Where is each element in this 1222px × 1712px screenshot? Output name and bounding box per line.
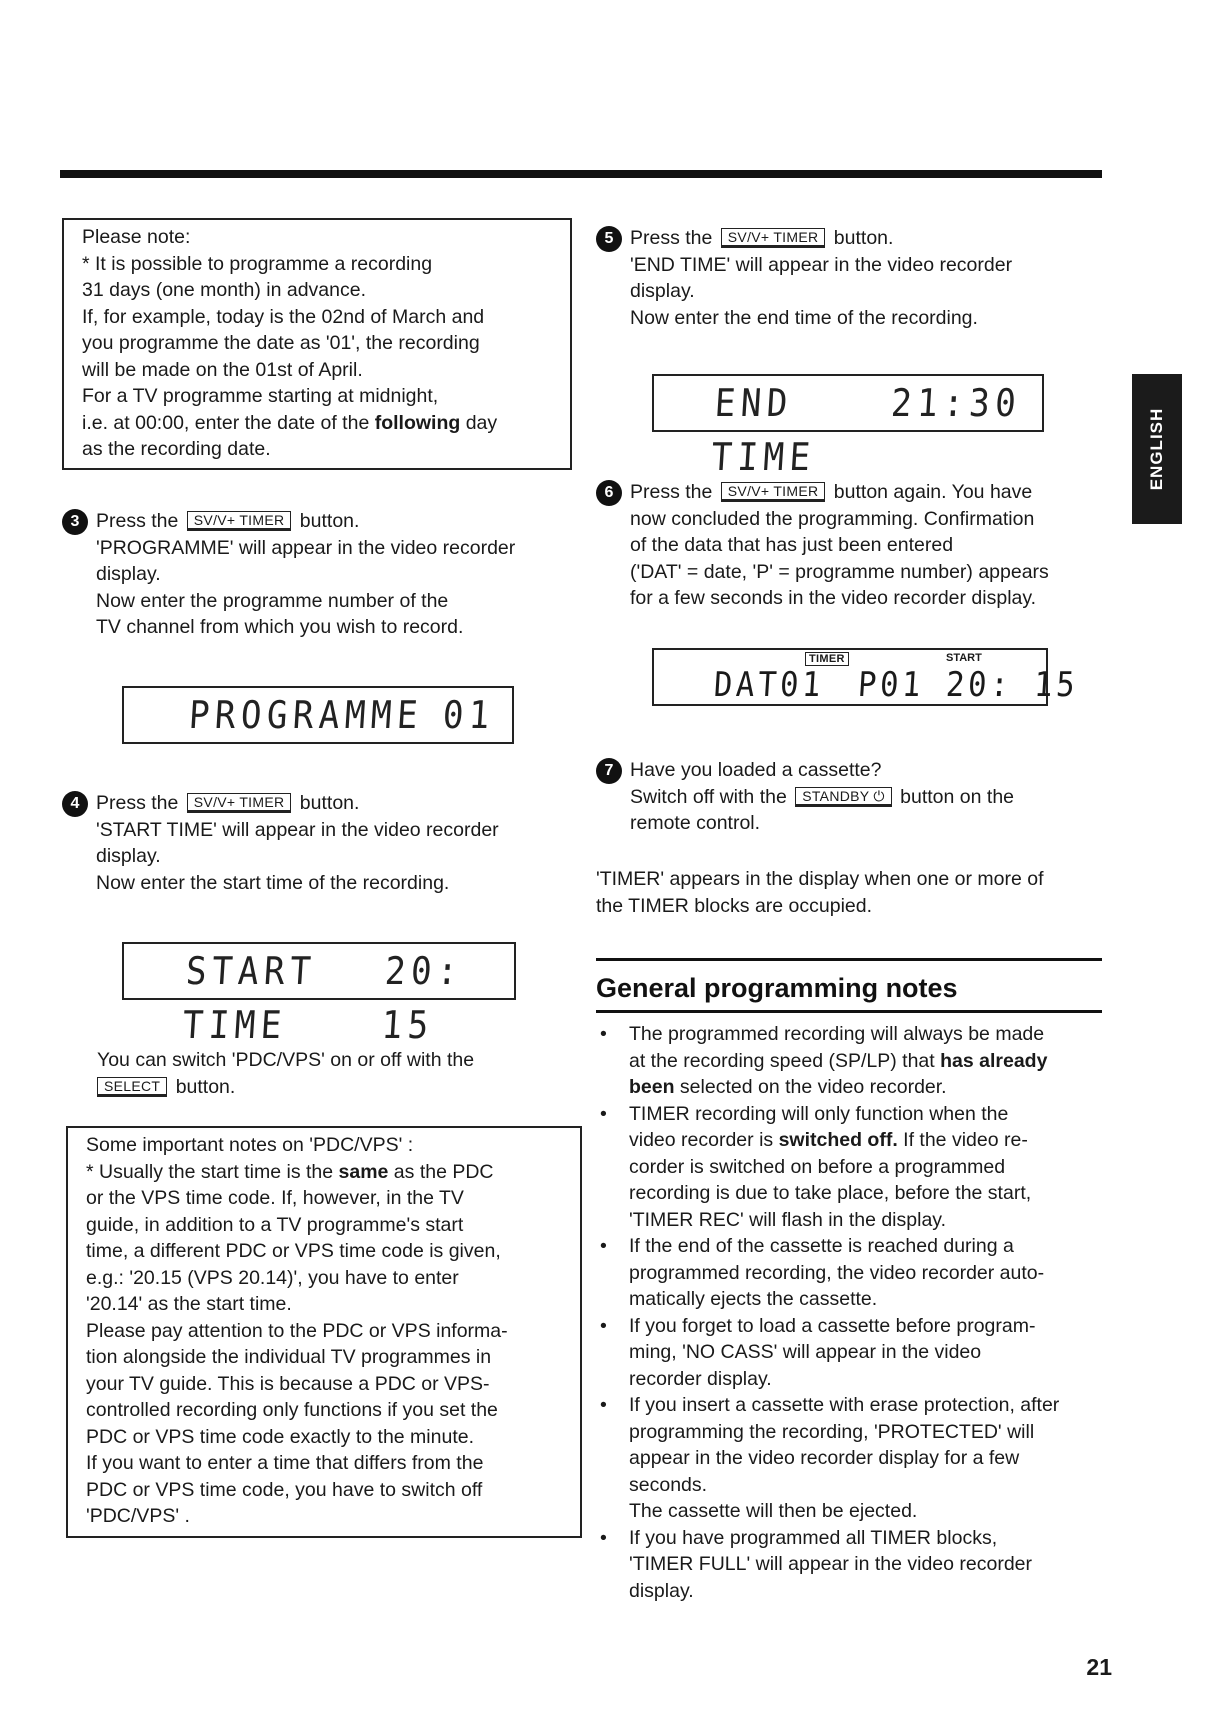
confirmation-display (652, 648, 1080, 706)
list-emphasis: has already (940, 1049, 1048, 1072)
list-line (629, 1074, 1116, 1101)
note-emphasis: following (374, 411, 461, 434)
timer-note-line: 'TIMER' appears in the display when one or more of (596, 868, 1044, 890)
pdc-line: tion alongside the individual TV programmes in (86, 1346, 492, 1368)
step-number: 5 (596, 226, 622, 252)
list-line: • If you insert a cassette with erase protection, after (629, 1394, 1060, 1416)
list-line: • The programmed recording will always be made (629, 1023, 1045, 1045)
general-notes-list (596, 1021, 1116, 1604)
display-label: PROGRAMME (187, 693, 425, 737)
note-line: 31 days (one month) in advance. (82, 279, 367, 301)
sv-timer-key: SV/V+ TIMER (721, 228, 826, 248)
select-key: SELECT (97, 1077, 167, 1097)
display-label: END TIME (710, 381, 817, 479)
list-line: recording is due to take place, before the start, (629, 1182, 1032, 1204)
pdc-text: as the PDC (388, 1160, 494, 1183)
step-line: Now enter the end time of the recording. (630, 306, 978, 329)
display-label: START TIME (181, 949, 318, 1047)
pdc-line: PDC or VPS time code, you have to switch off (86, 1478, 483, 1501)
note-line: you programme the date as '01', the recording (82, 332, 480, 354)
pdc-line: '20.14' as the start time. (86, 1293, 292, 1315)
step-line: now concluded the programming. Confirmation (630, 507, 1035, 530)
step-text: Press the (630, 227, 713, 249)
programme-display (122, 686, 514, 744)
pdc-line: your TV guide. This is because a PDC or VPS- (86, 1372, 490, 1395)
section-rule-bottom (596, 1010, 1102, 1013)
step-number: 7 (596, 758, 622, 784)
pdc-line: or the VPS time code. If, however, in the TV (86, 1187, 464, 1209)
display-value: 01 (441, 693, 497, 737)
timer-note (596, 866, 1116, 919)
step-6 (596, 479, 1116, 612)
step-line: display. (96, 563, 161, 585)
step-line: display. (630, 280, 695, 302)
step-line: display. (96, 845, 161, 867)
step-line: remote control. (630, 812, 761, 834)
list-text: selected on the video recorder. (674, 1076, 947, 1098)
display-value: 21:30 (889, 381, 1023, 425)
step-text: button on the (900, 785, 1015, 808)
step-line: Have you loaded a cassette? (630, 759, 882, 781)
list-line: display. (629, 1579, 694, 1602)
pdc-text: * Usually the start time is the (86, 1160, 339, 1183)
step-number: 4 (62, 791, 88, 817)
note-line: will be made on the 01st of April. (82, 358, 363, 381)
pdc-line: If you want to enter a time that differs from the (86, 1452, 484, 1474)
step-line: 'PROGRAMME' will appear in the video recorder (96, 536, 516, 559)
list-item (596, 1313, 1116, 1393)
step-number: 6 (596, 480, 622, 506)
top-rule (60, 170, 1102, 178)
page-number: 21 (1086, 1654, 1112, 1680)
list-line: recorder display. (629, 1367, 772, 1390)
display-value: 20: 15 (379, 949, 464, 1047)
list-line: 'TIMER FULL' will appear in the video recorder (629, 1553, 1033, 1575)
list-line: corder is switched on before a programmed (629, 1155, 1006, 1178)
step-5 (596, 225, 1116, 331)
language-tab (1132, 374, 1182, 524)
display-value: P01 20: 15 (856, 665, 1080, 705)
step-text: button. (833, 227, 894, 249)
step-text: button again. You have (833, 481, 1033, 503)
list-emphasis: been (629, 1076, 675, 1098)
pdc-switch-text (97, 1047, 567, 1100)
list-line: The cassette will then be ejected. (629, 1500, 918, 1522)
note-line (82, 410, 552, 437)
pdc-line: e.g.: '20.15 (VPS 20.14)', you have to enter (86, 1266, 459, 1289)
list-line: programmed recording, the video recorder auto- (629, 1261, 1045, 1284)
step-line: 'START TIME' will appear in the video recorder (96, 818, 499, 841)
sv-timer-key: SV/V+ TIMER (721, 482, 826, 502)
note-line: If, for example, today is the 02nd of March and (82, 305, 485, 328)
list-line: programming the recording, 'PROTECTED' will (629, 1420, 1035, 1443)
display-label: DAT01 (712, 665, 826, 705)
start-indicator: START (946, 652, 982, 664)
section-rule-top (596, 958, 1102, 961)
step-line: ('DAT' = date, 'P' = programme number) appears (630, 560, 1049, 583)
pdc-line (86, 1159, 562, 1186)
start-time-display (122, 942, 516, 1047)
language-tab-label: ENGLISH (1146, 407, 1166, 491)
note-line: For a TV programme starting at midnight, (82, 385, 439, 407)
list-item (596, 1392, 1116, 1525)
step-text: button. (299, 792, 360, 814)
sv-timer-key: SV/V+ TIMER (187, 511, 292, 531)
pdc-line: guide, in addition to a TV programme's start (86, 1213, 464, 1236)
timer-indicator: TIMER (805, 652, 849, 666)
pdc-line: 'PDC/VPS' . (86, 1505, 190, 1527)
step-number: 3 (62, 509, 88, 535)
note-line: * It is possible to programme a recording (82, 252, 433, 275)
list-item (596, 1101, 1116, 1234)
note-line: as the recording date. (82, 438, 271, 460)
step-line: Now enter the programme number of the (96, 589, 449, 612)
step-text: Press the (96, 510, 179, 532)
pdc-vps-notes-box (66, 1126, 582, 1538)
pdc-line: PDC or VPS time code exactly to the minute. (86, 1425, 475, 1448)
step-3 (62, 508, 582, 641)
step-4 (62, 790, 582, 896)
list-line: • TIMER recording will only function when the (629, 1102, 1009, 1125)
pdc-switch-after: button. (175, 1075, 236, 1098)
step-line: TV channel from which you wish to record. (96, 616, 464, 638)
step-line: for a few seconds in the video recorder display. (630, 587, 1037, 609)
pdc-title: Some important notes on 'PDC/VPS' : (86, 1134, 414, 1156)
list-text: at the recording speed (SP/LP) that (629, 1049, 941, 1072)
list-line: seconds. (629, 1473, 708, 1496)
step-7 (596, 757, 1116, 837)
step-line: 'END TIME' will appear in the video recorder (630, 253, 1013, 276)
list-line (629, 1127, 1116, 1154)
list-line: appear in the video recorder display for a few (629, 1447, 1020, 1469)
note-text: i.e. at 00:00, enter the date of the (82, 411, 375, 434)
list-line: matically ejects the cassette. (629, 1288, 878, 1310)
list-line: ming, 'NO CASS' will appear in the video (629, 1341, 982, 1363)
list-line (629, 1048, 1116, 1075)
end-time-display (652, 374, 1044, 479)
pdc-line: time, a different PDC or VPS time code is given, (86, 1240, 501, 1262)
list-item (596, 1525, 1116, 1605)
list-line: • If the end of the cassette is reached during a (629, 1235, 1014, 1257)
list-item (596, 1233, 1116, 1313)
timer-note-line: the TIMER blocks are occupied. (596, 894, 873, 917)
step-text: Press the (630, 481, 713, 503)
step-line: of the data that has just been entered (630, 534, 954, 556)
step-text: Press the (96, 792, 179, 814)
please-note-box (62, 218, 572, 470)
list-line: • If you have programmed all TIMER blocks, (629, 1526, 998, 1549)
pdc-switch-line: You can switch 'PDC/VPS' on or off with the (97, 1049, 475, 1071)
step-line: Now enter the start time of the recording. (96, 871, 450, 894)
list-line: 'TIMER REC' will flash in the display. (629, 1208, 947, 1231)
pdc-emphasis: same (338, 1160, 389, 1183)
pdc-line: controlled recording only functions if you set the (86, 1399, 498, 1421)
step-text: button. (299, 510, 360, 532)
section-heading: General programming notes (596, 973, 958, 1003)
step-text: Switch off with the (630, 785, 787, 808)
pdc-line: Please pay attention to the PDC or VPS informa- (86, 1319, 508, 1342)
list-text: video recorder is (629, 1129, 779, 1151)
list-emphasis: switched off. (778, 1129, 898, 1151)
list-text: If the video re- (897, 1129, 1028, 1151)
note-title: Please note: (82, 226, 191, 248)
sv-timer-key: SV/V+ TIMER (187, 793, 292, 813)
note-text: day (460, 411, 498, 434)
list-line: • If you forget to load a cassette before program- (629, 1314, 1036, 1337)
list-item (596, 1021, 1116, 1101)
standby-key: STANDBY ⏻ (795, 787, 892, 807)
